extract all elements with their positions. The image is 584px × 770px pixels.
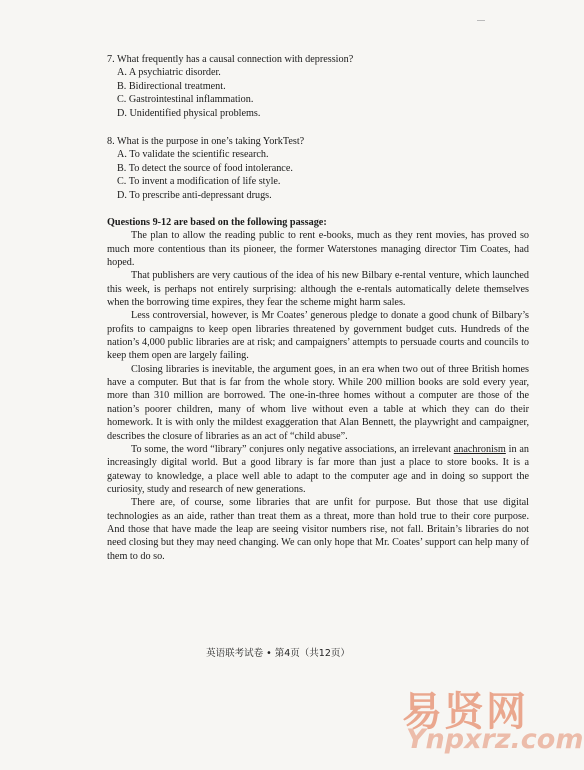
watermark-chinese: 易贤网 <box>402 689 528 735</box>
question-7-option-b: B. Bidirectional treatment. <box>117 80 226 92</box>
reading-passage <box>107 216 529 563</box>
page-footer: 英语联考试卷 • 第4页（共12页） <box>206 648 350 659</box>
question-7-option-c: C. Gastrointestinal inflammation. <box>117 94 254 106</box>
scan-mark <box>477 20 485 21</box>
passage-paragraph-5 <box>107 443 529 496</box>
question-7-stem: 7. What frequently has a causal connection with depression? <box>107 54 354 65</box>
question-7 <box>107 53 527 120</box>
question-8-option-b: B. To detect the source of food intolerance. <box>117 162 293 174</box>
watermark-latin: Ynpxrz.com <box>406 724 584 755</box>
paragraph-5-end: in an increasingly digital world. But a good library is far more than just a place to store books. It is a gateway to knowledge, a place well able to adapt to the computer age and in doing so support the curiosity, study and research of new generations. <box>107 443 529 495</box>
paragraph-5-start: To some, the word “library” conjures only negative associations, an irrelevant <box>131 443 454 455</box>
passage-paragraph-2: That publishers are very cautious of the idea of his new Bilbary e-rental venture, which launched this week, is perhaps not entirely surprising: although the e-rentals automatically delete themselves when the borrowing time expires, they fear the scheme might harm sales. <box>107 270 529 309</box>
question-8-stem: 8. What is the purpose in one’s taking YorkTest? <box>107 136 305 147</box>
question-8-option-a: A. To validate the scientific research. <box>117 149 269 161</box>
question-7-option-a: A. A psychiatric disorder. <box>117 67 221 79</box>
question-7-option-d: D. Unidentified physical problems. <box>117 107 261 119</box>
passage-paragraph-1: The plan to allow the reading public to rent e-books, much as they rent movies, has proved so much more contentious than its pioneer, the former Waterstones managing director Tim Coates, had hoped. <box>107 230 529 269</box>
watermark-logo <box>402 680 584 766</box>
underlined-word-anachronism: anachronism <box>453 443 506 455</box>
question-8 <box>107 135 527 202</box>
question-8-option-d: D. To prescribe anti-depressant drugs. <box>117 189 272 201</box>
passage-paragraph-3: Less controversial, however, is Mr Coates’ generous pledge to donate a good chunk of Bilbary’s profits to campaigns to keep open libraries threatened by government budget cuts. Hundreds of the nation’s 4,000 public libraries are at risk; and campaigners’ attempts to persuade courts and councils to keep them open are largely failing. <box>107 310 529 362</box>
passage-paragraph-4: Closing libraries is inevitable, the argument goes, in an era when two out of three British homes have a computer. But that is far from the whole story. While 200 million books are sold every year, more than 310 million are borrowed. The one-in-three homes without a computer are those of the nation’s poorer children, many of whom live without even a table at which they can do their homework. It is with only the mildest exaggeration that Alan Bennett, the playwright and campaigner, describes the closure of libraries as an act of “child abuse”. <box>107 363 529 442</box>
question-8-option-c: C. To invent a modification of life style. <box>117 176 281 188</box>
passage-paragraph-6: There are, of course, some libraries that are unfit for purpose. But those that use digital technologies as an aide, rather than treat them as a threat, more than hold true to their core purpose. And those that have made the leap are seeing visitor numbers rise, not fall. Britain’s libraries do not need closing but they may need changing. We can only hope that Mr. Coates’ support can help many of them to do so. <box>107 497 529 562</box>
passage-heading: Questions 9-12 are based on the following passage: <box>107 217 327 228</box>
